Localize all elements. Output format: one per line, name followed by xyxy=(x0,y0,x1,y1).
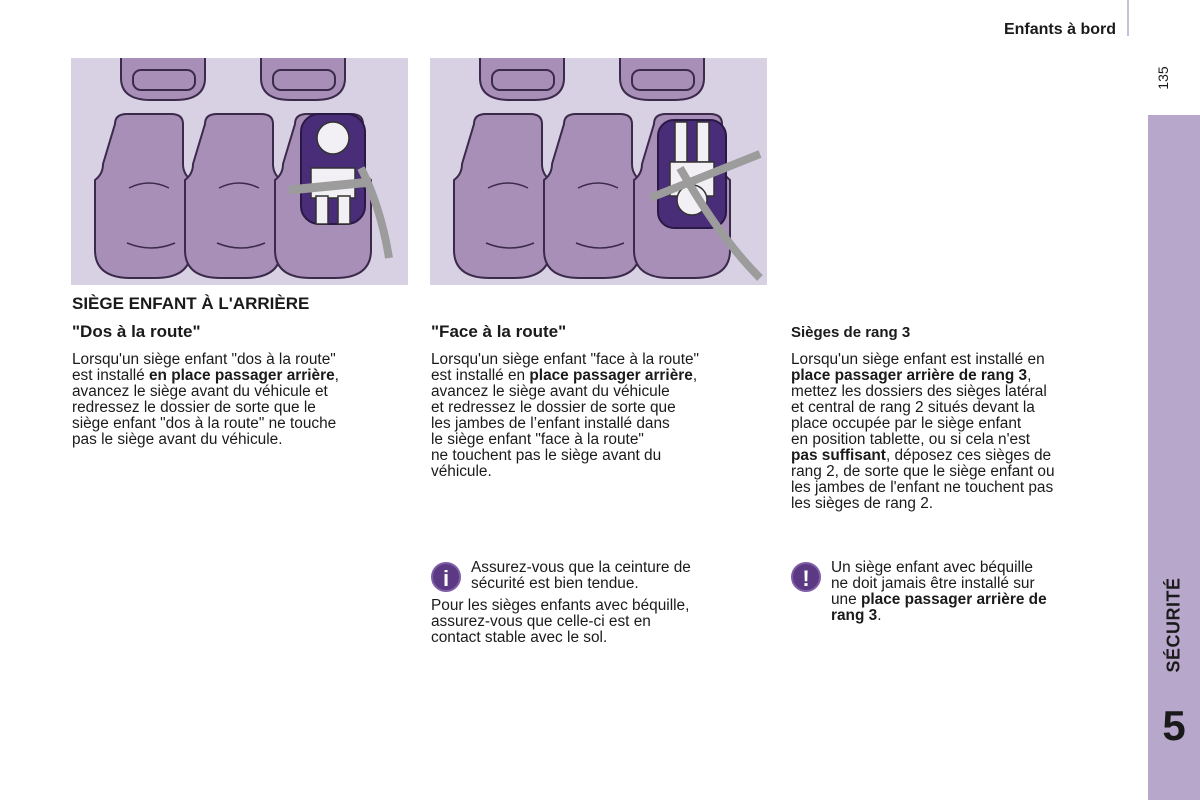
forward-facing-line: ne touchent pas le siège avant du xyxy=(431,447,662,464)
warning-note-emphasis: rang 3 xyxy=(831,607,878,624)
row3-line: les jambes de l'enfant ne touchent pas xyxy=(791,479,1054,496)
section-title: SIÈGE ENFANT À L'ARRIÈRE xyxy=(72,294,310,313)
warning-note-line: Un siège enfant avec béquille xyxy=(831,559,1033,576)
rear-facing-line: Lorsqu'un siège enfant "dos à la route" xyxy=(72,351,336,368)
forward-facing-seat-illustration xyxy=(430,58,767,285)
row3-line: place occupée par le siège enfant xyxy=(791,415,1022,432)
row3-subtitle: Sièges de rang 3 xyxy=(791,324,911,341)
row3-paragraph xyxy=(791,352,1055,512)
page-header-title: Enfants à bord xyxy=(1003,21,1116,38)
row3-line: Lorsqu'un siège enfant est installé en xyxy=(791,351,1045,368)
row3-line: en position tablette, ou si cela n'est xyxy=(791,431,1031,448)
row3-line: mettez les dossiers des sièges latéral xyxy=(791,383,1047,400)
rear-facing-seat-illustration xyxy=(71,58,408,285)
info-followup-line: assurez-vous que celle-ci est en xyxy=(431,613,651,630)
forward-facing-line: avancez le siège avant du véhicule xyxy=(431,383,670,400)
rear-facing-line: redressez le dossier de sorte que le xyxy=(72,399,316,416)
row3-line: et central de rang 2 situés devant la xyxy=(791,399,1035,416)
forward-facing-line: véhicule. xyxy=(431,463,492,480)
chapter-tab-label-wrap xyxy=(1148,560,1200,690)
row3-line: les sièges de rang 2. xyxy=(791,495,934,512)
rear-facing-line: pas le siège avant du véhicule. xyxy=(72,431,283,448)
info-followup-line: contact stable avec le sol. xyxy=(431,629,608,646)
page-number: 135 xyxy=(1155,66,1171,90)
row3-line: rang 2, de sorte que le siège enfant ou xyxy=(791,463,1055,480)
forward-facing-line: est installé en place passager arrière, xyxy=(431,367,698,384)
row3-line: place passager arrière de rang 3, xyxy=(791,367,1032,384)
info-note-followup xyxy=(431,598,689,646)
warning-note-line: une place passager arrière de xyxy=(831,591,1047,608)
rear-facing-line: siège enfant "dos à la route" ne touche xyxy=(72,415,337,432)
warning-note-text xyxy=(831,560,1047,624)
row3-emphasis: pas suffisant xyxy=(791,447,886,464)
info-note xyxy=(431,560,771,600)
forward-facing-line: les jambes de l’enfant installé dans xyxy=(431,415,670,432)
row3-line: pas suffisant, déposez ces sièges de xyxy=(791,447,1052,464)
warning-note-line: rang 3. xyxy=(831,607,882,624)
row3-emphasis: place passager arrière de rang 3 xyxy=(791,367,1028,384)
rear-facing-paragraph xyxy=(72,352,339,448)
rear-facing-line: est installé en place passager arrière, xyxy=(72,367,339,384)
warning-note-line: ne doit jamais être installé sur xyxy=(831,575,1035,592)
warning-note-emphasis: place passager arrière de xyxy=(860,591,1047,608)
chapter-number: 5 xyxy=(1162,702,1186,749)
rear-facing-line: avancez le siège avant du véhicule et xyxy=(72,383,328,400)
info-note-line: Assurez-vous que la ceinture de xyxy=(471,559,691,576)
info-icon: i xyxy=(431,562,461,592)
forward-facing-emphasis: place passager arrière xyxy=(529,367,693,384)
chapter-side-tab xyxy=(1148,115,1200,800)
forward-facing-line: Lorsqu'un siège enfant "face à la route" xyxy=(431,351,699,368)
forward-facing-subtitle: "Face à la route" xyxy=(431,322,567,341)
info-note-line: sécurité est bien tendue. xyxy=(471,575,639,592)
info-followup-line: Pour les sièges enfants avec béquille, xyxy=(431,597,690,614)
forward-facing-paragraph xyxy=(431,352,699,480)
header-divider xyxy=(1127,0,1129,36)
info-note-text xyxy=(471,560,691,592)
forward-facing-line: et redressez le dossier de sorte que xyxy=(431,399,676,416)
chapter-tab-label: SÉCURITÉ xyxy=(1163,577,1184,673)
warning-note xyxy=(791,560,1131,630)
forward-facing-line: le siège enfant "face à la route" xyxy=(431,431,644,448)
rear-facing-emphasis: en place passager arrière xyxy=(149,367,335,384)
rear-facing-subtitle: "Dos à la route" xyxy=(72,322,201,341)
warning-icon: ! xyxy=(791,562,821,592)
